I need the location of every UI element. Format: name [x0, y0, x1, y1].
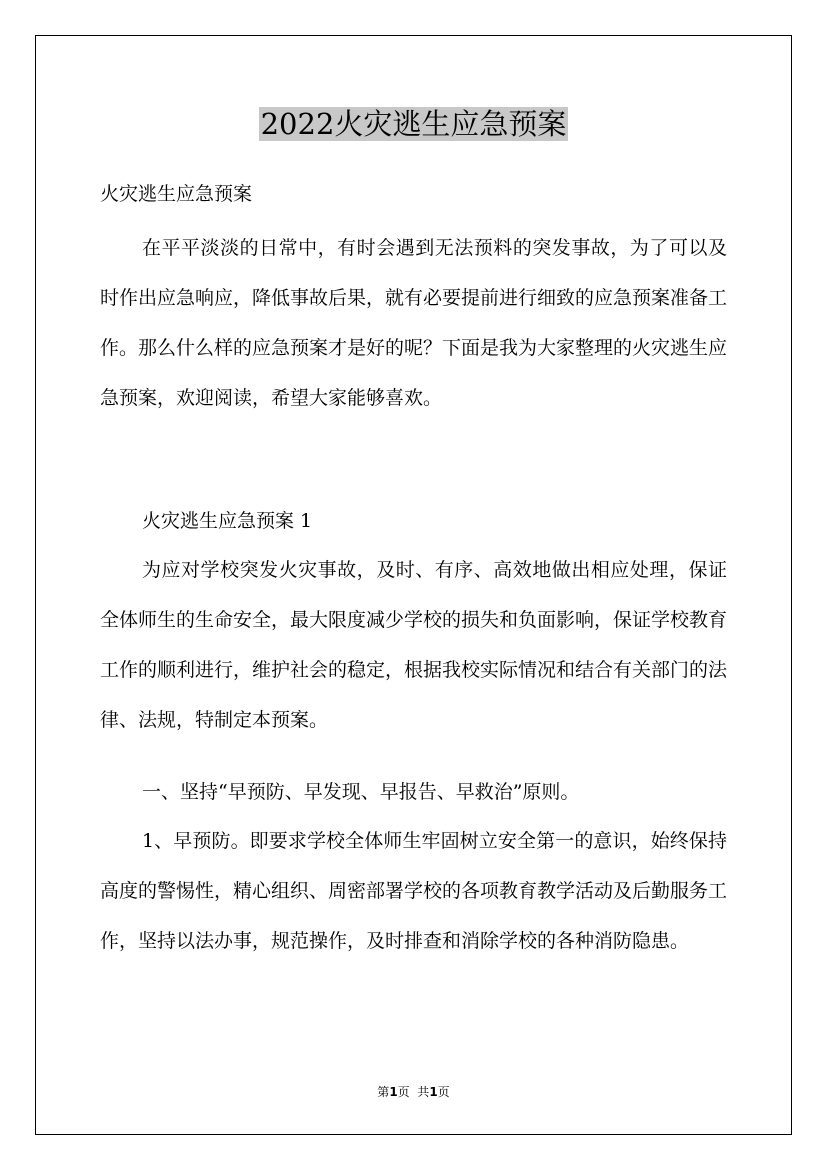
page-mid: 页 共 [397, 1085, 430, 1099]
page-prefix: 第 [377, 1085, 390, 1099]
page-number: 1 [389, 1085, 398, 1099]
document-title-text: 2022火灾逃生应急预案 [260, 107, 567, 141]
purpose-paragraph: 为应对学校突发火灾事故，及时、有序、高效地做出相应处理，保证全体师生的生命安全，最大限度减少学校的损失和负面影响，保证学校教育工作的顺利进行，维护社会的稳定，根据我校实际情况和结合有关部门的法律、法规，特制定本预案。 [100, 559, 728, 731]
page-suffix: 页 [437, 1085, 450, 1099]
document-title [0, 104, 827, 144]
section-heading-plan-1: 火灾逃生应急预案 1 [142, 510, 313, 532]
document-subtitle: 火灾逃生应急预案 [100, 183, 253, 205]
early-prevention-paragraph: 1、早预防。即要求学校全体师生牢固树立安全第一的意识，始终保持高度的警惕性，精心组织、周密部署学校的各项教育教学活动及后勤服务工作，坚持以法办事，规范操作，及时排查和消除学校的各种消防隐患。 [100, 830, 728, 952]
intro-paragraph: 在平平淡淡的日常中，有时会遇到无法预料的突发事故，为了可以及时作出应急响应，降低事故后果，就有必要提前进行细致的应急预案准备工作。那么什么样的应急预案才是好的呢？下面是我为大家整理的火灾逃生应急预案，欢迎阅读，希望大家能够喜欢。 [100, 237, 728, 409]
principle-heading: 一、坚持“早预防、早发现、早报告、早救治”原则。 [142, 781, 580, 803]
page-footer [0, 1083, 827, 1101]
total-pages: 1 [429, 1085, 438, 1099]
